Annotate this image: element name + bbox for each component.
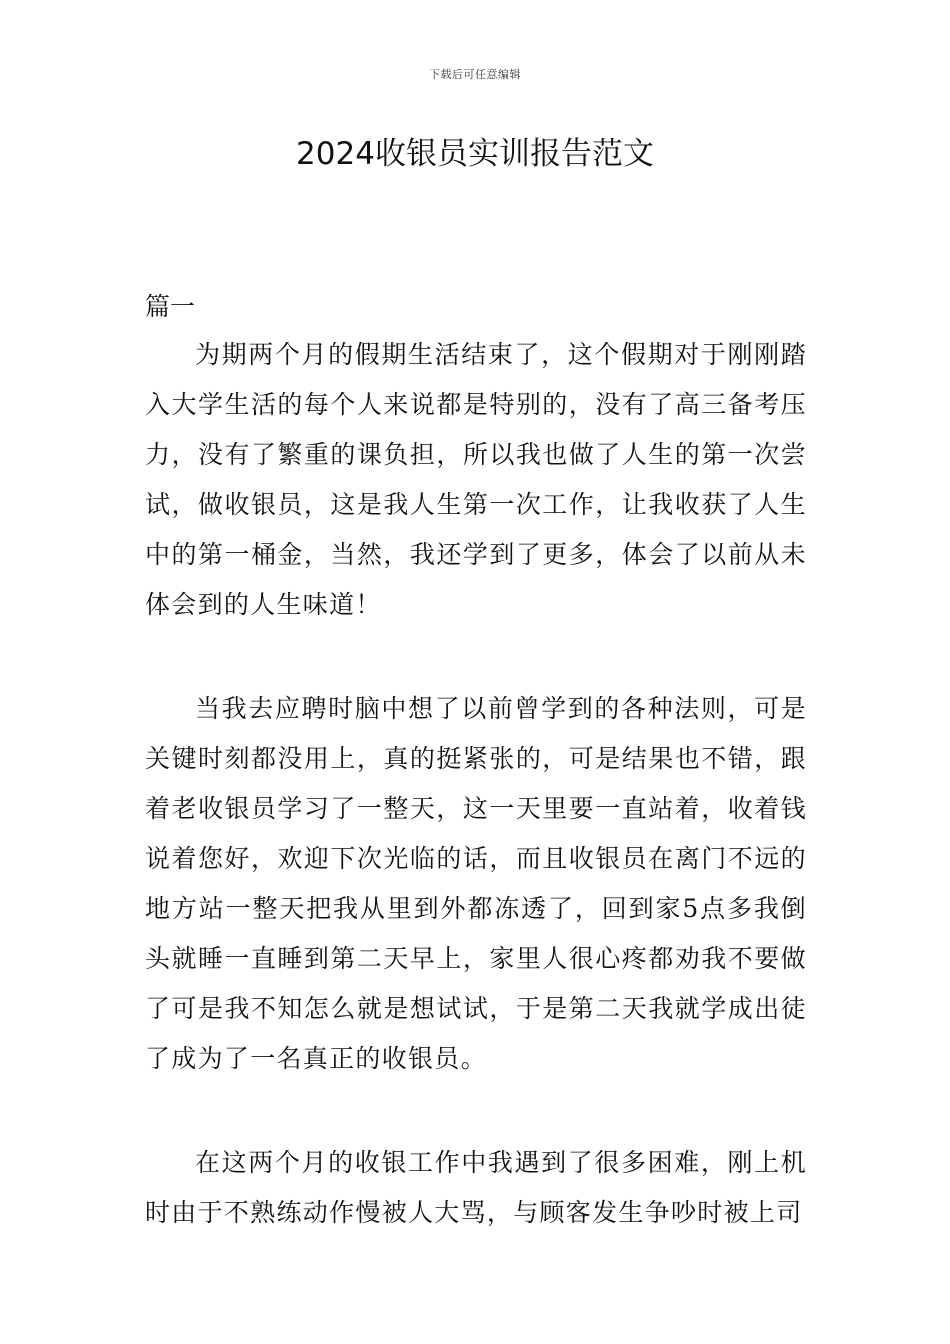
paragraph-3: 在这两个月的收银工作中我遇到了很多困难，刚上机时由于不熟练动作慢被人大骂，与顾客发生争吵时被上司 — [145, 1148, 807, 1227]
document-title: 2024收银员实训报告范文 — [296, 136, 654, 172]
paragraph-2: 当我去应聘时脑中想了以前曾学到的各种法则，可是关键时刻都没用上，真的挺紧张的，可是结果也不错，跟着老收银员学习了一整天，这一天里要一直站着，收着钱说着您好，欢迎下次光临的话，而且收银员在离门不远的地方站一整天把我从里到外都冻透了，回到家5点多我倒头就睡一直睡到第二天早上，家里人很心疼都劝我不要做了可是我不知怎么就是想试试，于是第二天我就学成出徒了成为了一名真正的收银员。 — [145, 694, 807, 1073]
section-label: 篇一 — [145, 292, 196, 321]
header-note: 下载后可任意编辑 — [429, 68, 521, 81]
document-body — [145, 282, 807, 1292]
paragraph-1: 为期两个月的假期生活结束了，这个假期对于刚刚踏入大学生活的每个人来说都是特别的，没有了高三备考压力，没有了繁重的课负担，所以我也做了人生的第一次尝试，做收银员，这是我人生第一次工作，让我收获了人生中的第一桶金，当然，我还学到了更多，体会了以前从未体会到的人生味道！ — [145, 340, 807, 619]
